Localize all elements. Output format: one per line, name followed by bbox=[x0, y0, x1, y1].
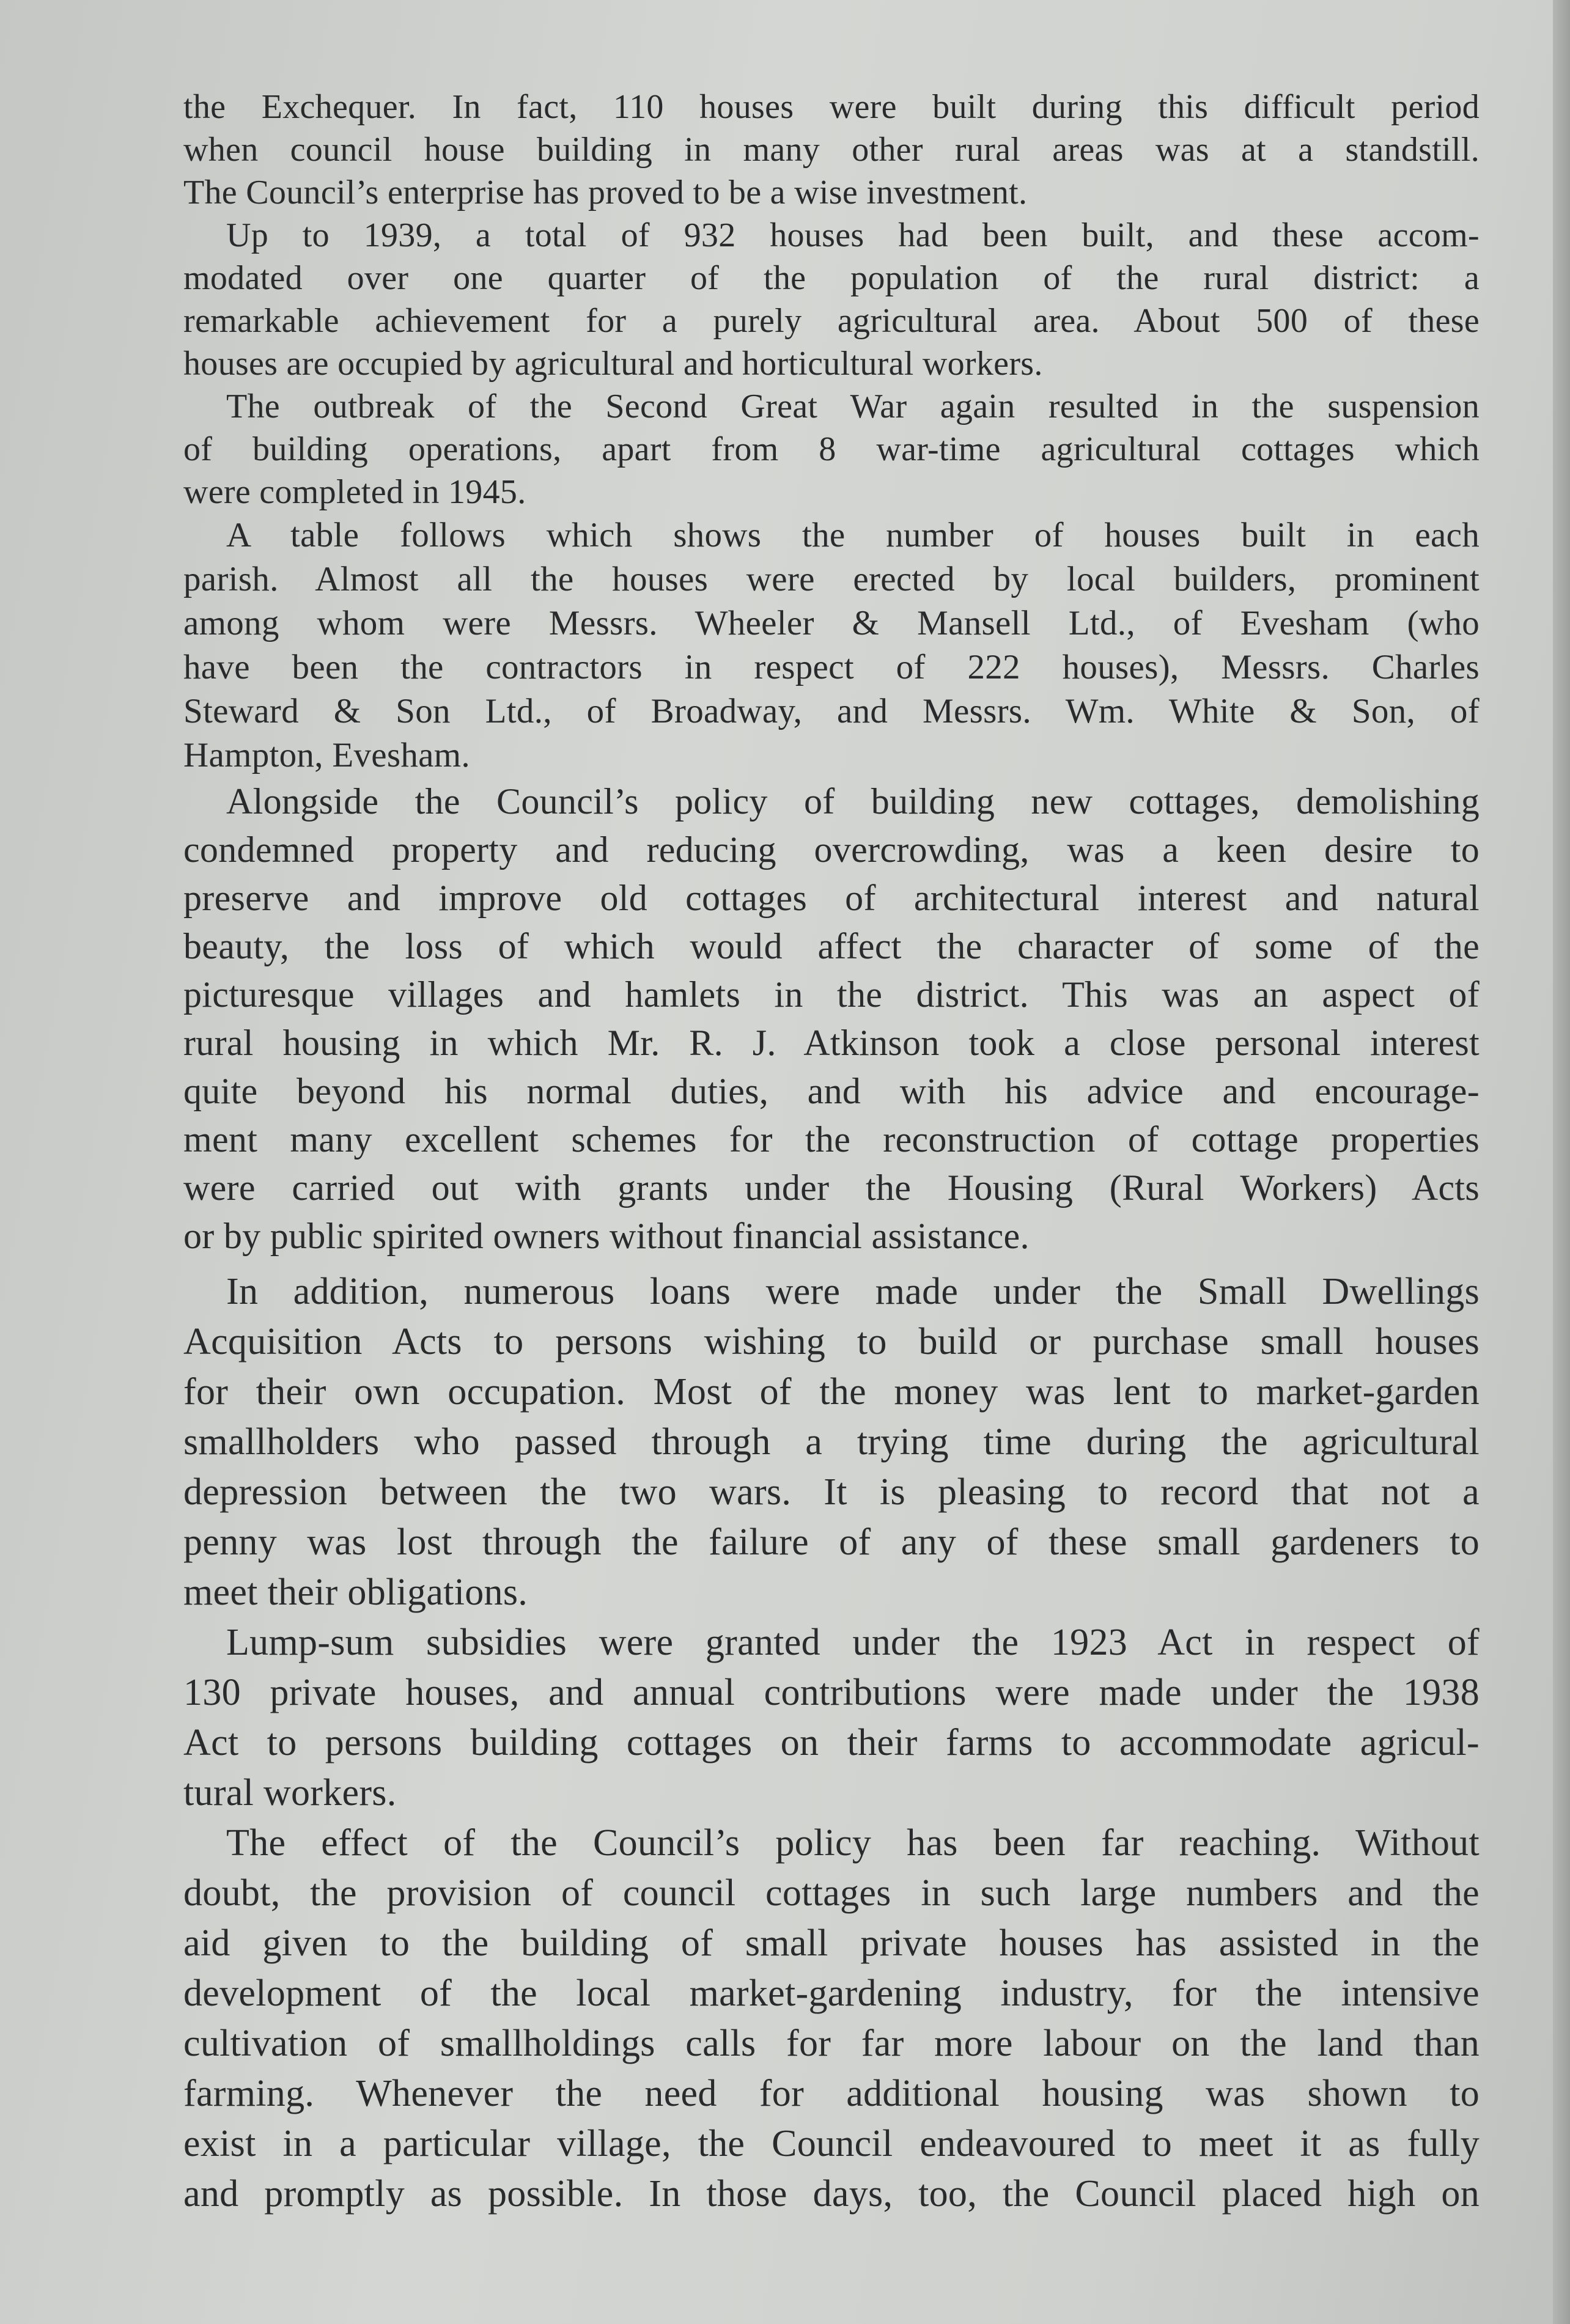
paragraph-effect-of-policy bbox=[183, 1818, 1480, 2219]
paragraph-table-follows bbox=[183, 513, 1480, 778]
text-line: Steward & Son Ltd., of Broadway, and Messrs. Wm. White & Son, of bbox=[183, 692, 1480, 730]
text-line: A table follows which shows the number of houses built in each bbox=[226, 516, 1480, 554]
text-line: Lump-sum subsidies were granted under the 1923 Act in respect of bbox=[226, 1622, 1480, 1663]
text-line: the Exchequer. In fact, 110 houses were built during this difficult period bbox=[183, 88, 1480, 126]
text-line: Act to persons building cottages on their farms to accommodate agricul- bbox=[183, 1722, 1480, 1763]
text-line: The effect of the Council’s policy has been far reaching. Without bbox=[226, 1822, 1480, 1864]
text-line: Acquisition Acts to persons wishing to build or purchase small houses bbox=[183, 1321, 1480, 1362]
page-body-text bbox=[183, 86, 1480, 2219]
text-line: smallholders who passed through a trying time during the agricultural bbox=[183, 1421, 1480, 1463]
text-line: doubt, the provision of council cottages in such large numbers and the bbox=[183, 1872, 1480, 1914]
text-line: ment many excellent schemes for the reconstruction of cottage properties bbox=[183, 1119, 1480, 1160]
paragraph-in-addition bbox=[183, 1267, 1480, 1617]
text-line: beauty, the loss of which would affect the character of some of the bbox=[183, 926, 1480, 966]
text-line: The Council’s enterprise has proved to be a wise investment. bbox=[183, 174, 1028, 211]
text-line: remarkable achievement for a purely agricultural area. About 500 of these bbox=[183, 302, 1480, 340]
text-line: farming. Whenever the need for additional housing was shown to bbox=[183, 2073, 1480, 2114]
paragraph-alongside-policy bbox=[183, 778, 1480, 1260]
text-line: were carried out with grants under the Housing (Rural Workers) Acts bbox=[183, 1168, 1480, 1208]
text-line: Up to 1939, a total of 932 houses had been built, and these accom- bbox=[226, 216, 1480, 254]
paragraph-exchequer bbox=[183, 86, 1480, 214]
text-line: condemned property and reducing overcrowding, was a keen desire to bbox=[183, 829, 1480, 870]
text-line: tural workers. bbox=[183, 1772, 397, 1814]
text-line: quite beyond his normal duties, and with his advice and encourage- bbox=[183, 1071, 1480, 1111]
text-line: cultivation of smallholdings calls for far more labour on the land than bbox=[183, 2023, 1480, 2064]
text-line: parish. Almost all the houses were erected by local builders, prominent bbox=[183, 560, 1480, 598]
text-line: have been the contractors in respect of 222 houses), Messrs. Charles bbox=[183, 648, 1480, 686]
text-line: penny was lost through the failure of any of these small gardeners to bbox=[183, 1521, 1480, 1563]
text-line: depression between the two wars. It is pleasing to record that not a bbox=[183, 1471, 1480, 1513]
text-line: The outbreak of the Second Great War again resulted in the suspension bbox=[226, 388, 1480, 425]
text-line: modated over one quarter of the population of the rural district: a bbox=[183, 259, 1480, 297]
text-line: houses are occupied by agricultural and horticultural workers. bbox=[183, 345, 1043, 383]
text-line: when council house building in many other rural areas was at a standstill. bbox=[183, 131, 1480, 169]
text-line: of building operations, apart from 8 war-time agricultural cottages which bbox=[183, 430, 1480, 468]
text-line: were completed in 1945. bbox=[183, 473, 526, 511]
text-line: picturesque villages and hamlets in the district. This was an aspect of bbox=[183, 974, 1480, 1015]
text-line: aid given to the building of small private houses has assisted in the bbox=[183, 1922, 1480, 1964]
text-line: among whom were Messrs. Wheeler & Mansell Ltd., of Evesham (who bbox=[183, 604, 1480, 642]
text-line: exist in a particular village, the Council endeavoured to meet it as fully bbox=[183, 2123, 1480, 2164]
paragraph-second-great-war bbox=[183, 385, 1480, 513]
text-line: development of the local market-gardening industry, for the intensive bbox=[183, 1973, 1480, 2014]
paragraph-lump-sum bbox=[183, 1617, 1480, 1818]
text-line: Alongside the Council’s policy of building new cottages, demolishing bbox=[226, 781, 1480, 822]
text-line: rural housing in which Mr. R. J. Atkinson took a close personal interest bbox=[183, 1023, 1480, 1063]
text-line: for their own occupation. Most of the money was lent to market-garden bbox=[183, 1371, 1480, 1413]
text-line: meet their obligations. bbox=[183, 1572, 528, 1613]
text-line: 130 private houses, and annual contributions were made under the 1938 bbox=[183, 1672, 1480, 1713]
paragraph-up-to-1939 bbox=[183, 214, 1480, 385]
text-line: and promptly as possible. In those days, too, the Council placed high on bbox=[183, 2173, 1480, 2215]
text-line: Hampton, Evesham. bbox=[183, 736, 470, 774]
text-line: In addition, numerous loans were made under the Small Dwellings bbox=[226, 1271, 1480, 1312]
text-line: or by public spirited owners without financial assistance. bbox=[183, 1216, 1030, 1256]
page-edge bbox=[1553, 0, 1570, 2324]
text-line: preserve and improve old cottages of architectural interest and natural bbox=[183, 878, 1480, 918]
